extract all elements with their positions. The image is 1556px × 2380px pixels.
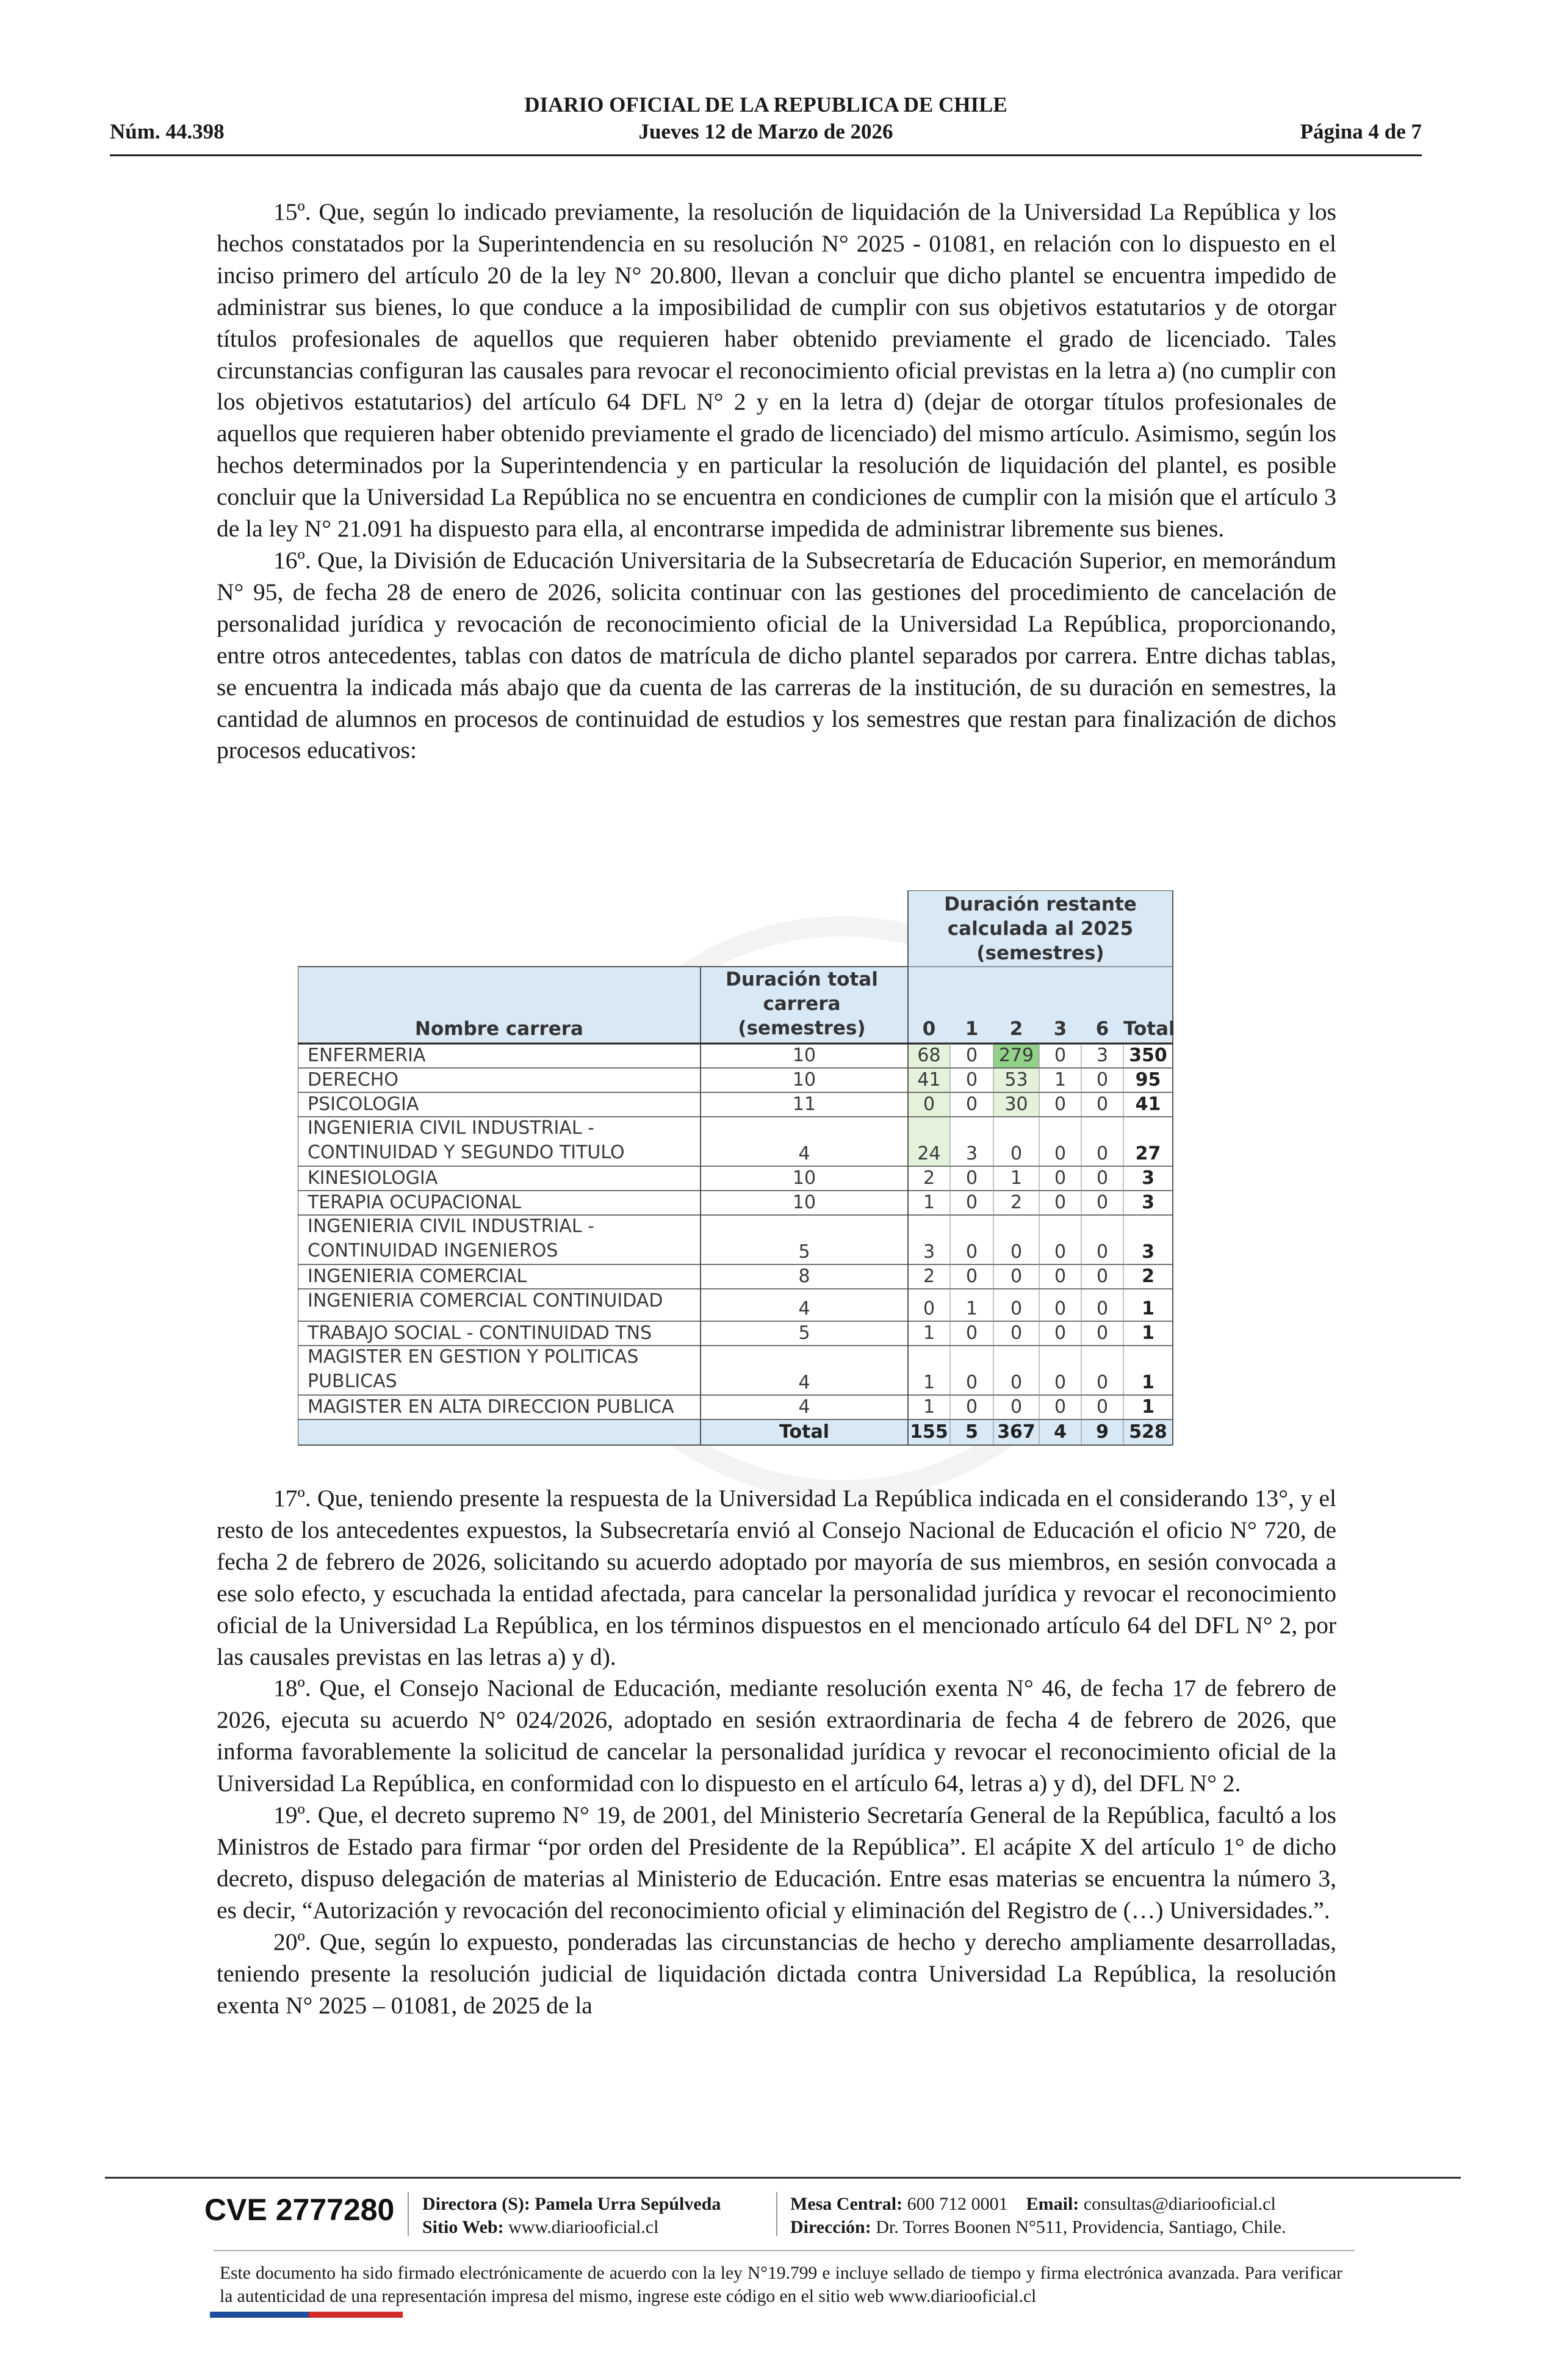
semester-value: 0 xyxy=(923,1298,935,1319)
group-header-line-1: Duración restante xyxy=(944,893,1137,915)
paragraph-18: 18º. Que, el Consejo Nacional de Educación, mediante resolución exenta N° 46, de fecha 17 de febrero de 2026, ejecuta su acuerdo N° 024/2026, adoptado en sesión extraordinaria de fecha 4 de febrero de 2026, que informa favorablemente la solicitud de cancelar la personalidad jurídica y revocar el reconocimiento oficial de la Universidad La República, en conformidad con lo dispuesto en el artículo 64, letras a) y d), del DFL N° 2. xyxy=(217,1675,1336,1797)
semester-value: 0 xyxy=(1010,1396,1023,1418)
sem-header-6: 6 xyxy=(1095,1018,1109,1040)
sem-header-1: 1 xyxy=(965,1018,979,1040)
semester-value: 0 xyxy=(1054,1094,1067,1115)
page-header xyxy=(110,93,1422,151)
semester-value: 0 xyxy=(1096,1372,1109,1393)
semester-value: 68 xyxy=(917,1045,941,1066)
considerations-after-table xyxy=(217,1483,1336,2021)
total-label: Total xyxy=(779,1421,829,1443)
semester-value: 0 xyxy=(1096,1241,1109,1263)
semester-value: 0 xyxy=(965,1322,978,1344)
director-label: Directora (S): xyxy=(422,2194,530,2214)
semester-value: 0 xyxy=(1096,1396,1109,1418)
semester-value: 41 xyxy=(917,1069,941,1091)
semester-value: 3 xyxy=(1096,1045,1109,1066)
header-meta xyxy=(110,120,1422,150)
header-divider xyxy=(110,154,1422,156)
paragraph-19: 19º. Que, el decreto supremo N° 19, de 2001, del Ministerio Secretaría General de la República, facultó a los Ministros de Estado para firmar “por orden del Presidente de la República”. El acápite X del artículo 1° de dicho decreto, dispuso delegación de materias al Ministerio de Educación. Entre esas materias se encuentra la número 3, es decir, “Autorización y revocación del reconocimiento oficial y eliminación del Registro de (…) Universidades.”. xyxy=(217,1801,1336,1924)
enrollment-table xyxy=(298,890,1256,1449)
semester-value: 0 xyxy=(965,1372,978,1393)
career-name: MAGISTER EN GESTION Y POLITICAS xyxy=(308,1346,639,1368)
sem-header-0: 0 xyxy=(922,1018,936,1040)
semester-value: 0 xyxy=(1096,1143,1109,1164)
row-total: 3 xyxy=(1142,1192,1154,1213)
duration-value: 10 xyxy=(792,1045,816,1066)
semester-value: 0 xyxy=(1010,1298,1023,1319)
semester-value: 0 xyxy=(1054,1167,1067,1189)
semester-value: 0 xyxy=(1054,1143,1067,1164)
footer-separator xyxy=(776,2192,777,2236)
footer-divider-thin xyxy=(214,2250,1355,2251)
row-total: 41 xyxy=(1135,1094,1161,1115)
phone-number: 600 712 0001 xyxy=(907,2194,1008,2214)
duration-value: 4 xyxy=(798,1143,810,1164)
group-header-line-3: (semestres) xyxy=(976,942,1104,964)
semester-value: 0 xyxy=(1096,1167,1109,1189)
semester-value: 0 xyxy=(965,1167,978,1189)
phone-label: Mesa Central: xyxy=(790,2194,903,2214)
career-name-header: Nombre carrera xyxy=(415,1018,583,1040)
semester-value: 2 xyxy=(923,1266,935,1287)
career-name: KINESIOLOGIA xyxy=(308,1167,438,1189)
row-total: 350 xyxy=(1129,1045,1167,1066)
semester-value: 0 xyxy=(1054,1266,1067,1287)
footer-director-block xyxy=(422,2193,721,2239)
semester-value: 2 xyxy=(923,1167,935,1189)
row-total: 3 xyxy=(1142,1167,1154,1189)
footer-contact-block xyxy=(790,2193,1286,2239)
duration-header-line-2: carrera xyxy=(763,993,841,1015)
duration-value: 10 xyxy=(792,1167,816,1189)
total-header: Total xyxy=(1123,1018,1175,1040)
career-name: INGENIERIA CIVIL INDUSTRIAL - xyxy=(308,1216,594,1237)
semester-value: 0 xyxy=(965,1045,978,1066)
semester-value: 0 xyxy=(965,1094,978,1115)
semester-value: 0 xyxy=(1096,1069,1109,1091)
semester-value: 0 xyxy=(1096,1266,1109,1287)
semester-value: 0 xyxy=(965,1192,978,1213)
semester-value: 0 xyxy=(1054,1372,1067,1393)
semester-value: 53 xyxy=(1004,1069,1028,1091)
address-text: Dr. Torres Boonen N°511, Providencia, Santiago, Chile. xyxy=(876,2217,1286,2237)
total-value: 155 xyxy=(910,1421,948,1443)
semester-value: 24 xyxy=(917,1143,941,1164)
row-total: 95 xyxy=(1135,1069,1161,1091)
semester-value: 30 xyxy=(1004,1094,1028,1115)
career-name: INGENIERIA COMERCIAL CONTINUIDAD xyxy=(308,1290,663,1311)
career-name: INGENIERIA CIVIL INDUSTRIAL - xyxy=(308,1117,594,1139)
semester-value: 279 xyxy=(998,1045,1034,1066)
total-value: 367 xyxy=(997,1421,1036,1443)
semester-value: 0 xyxy=(1096,1322,1109,1344)
duration-header-line-3: (semestres) xyxy=(738,1017,866,1039)
career-name: TERAPIA OCUPACIONAL xyxy=(308,1192,522,1213)
newspaper-title: DIARIO OFICIAL DE LA REPUBLICA DE CHILE xyxy=(524,93,1007,117)
address-label: Dirección: xyxy=(790,2217,871,2237)
semester-value: 1 xyxy=(923,1322,935,1344)
career-name: ENFERMERIA xyxy=(308,1045,426,1066)
duration-value: 10 xyxy=(792,1192,816,1213)
duration-value: 5 xyxy=(798,1322,810,1344)
row-total: 1 xyxy=(1142,1298,1154,1319)
total-value: 9 xyxy=(1096,1421,1109,1443)
semester-value: 0 xyxy=(1054,1322,1067,1344)
duration-value: 4 xyxy=(798,1372,810,1393)
duration-value: 5 xyxy=(798,1241,810,1263)
legal-notice: Este documento ha sido firmado electrónicamente de acuerdo con la ley N°19.799 e incluye sellado de tiempo y firma electrónica avanzada. Para verificar la autenticidad de una representación impresa del mismo, ingrese este código en el sitio web www.diariooficial.cl xyxy=(220,2263,1342,2306)
duration-value: 4 xyxy=(798,1298,810,1319)
semester-value: 0 xyxy=(1010,1143,1023,1164)
semester-value: 0 xyxy=(1096,1298,1109,1319)
career-name: PSICOLOGIA xyxy=(308,1094,419,1115)
semester-value: 0 xyxy=(1054,1396,1067,1418)
semester-value: 0 xyxy=(1054,1045,1067,1066)
issue-number: Núm. 44.398 xyxy=(110,120,225,143)
semester-value: 0 xyxy=(965,1069,978,1091)
flag-bar-blue xyxy=(210,2312,309,2318)
semester-value: 0 xyxy=(1054,1192,1067,1213)
director-name: Pamela Urra Sepúlveda xyxy=(535,2194,721,2214)
duration-value: 4 xyxy=(798,1396,810,1418)
semester-value: 1 xyxy=(965,1298,978,1319)
duration-value: 11 xyxy=(792,1094,816,1115)
issue-date: Jueves 12 de Marzo de 2026 xyxy=(638,120,893,143)
duration-header-line-1: Duración total xyxy=(726,968,878,990)
career-name: DERECHO xyxy=(308,1069,398,1091)
semester-value: 0 xyxy=(1010,1372,1023,1393)
paragraph-17: 17º. Que, teniendo presente la respuesta de la Universidad La República indicada en el considerando 13°, y el resto de los antecedentes expuestos, la Subsecretaría envió al Consejo Nacional de Educación el oficio N° 720, de fecha 2 de febrero de 2026, solicitando su acuerdo adoptado por mayoría de sus miembros, en sesión convocada a ese solo efecto, y escuchada la entidad afectada, para cancelar la personalidad jurídica y revocar el reconocimiento oficial de la Universidad La República, en los términos dispuestos en el mencionado artículo 64 del DFL N° 2, por las causales previstas en las letras a) y d). xyxy=(217,1485,1336,1670)
email-label: Email: xyxy=(1026,2194,1079,2214)
semester-value: 1 xyxy=(923,1192,935,1213)
duration-value: 8 xyxy=(798,1266,810,1287)
paragraph-15: 15º. Que, según lo indicado previamente, la resolución de liquidación de la Universidad La República y los hechos constatados por la Superintendencia en su resolución N° 2025 - 01081, en relación con lo dispuesto en el inciso primero del artículo 20 de la ley N° 20.800, llevan a concluir que dicho plantel se encuentra impedido de administrar sus bienes, lo que conduce a la imposibilidad de cumplir con sus objetivos estatutarios y de otorgar títulos profesionales de aquellos que requieren haber obtenido previamente el grado de licenciado. Tales circunstancias configuran las causales para revocar el reconocimiento oficial previstas en la letra a) (no cumplir con los objetivos estatutarios) del artículo 64 DFL N° 2 y en la letra d) (dejar de otorgar títulos profesionales de aquellos que requieren haber obtenido previamente el grado de licenciado) del mismo artículo. Asimismo, según los hechos determinados por la Superintendencia y en particular la resolución de liquidación del plantel, es posible concluir que la Universidad La República no se encuentra en condiciones de cumplir con la misión que el artículo 3 de la ley N° 21.091 ha dispuesto para ella, al encontrarse impedida de administrar libremente sus bienes. xyxy=(217,198,1336,543)
row-total: 1 xyxy=(1142,1372,1154,1393)
footer-separator xyxy=(408,2192,409,2236)
row-total: 1 xyxy=(1142,1322,1154,1344)
semester-value: 0 xyxy=(1096,1094,1109,1115)
semester-value: 0 xyxy=(1054,1298,1067,1319)
cve-code: CVE 2777280 xyxy=(204,2193,395,2227)
semester-value: 0 xyxy=(965,1266,978,1287)
row-total: 27 xyxy=(1135,1143,1161,1164)
duration-value: 10 xyxy=(792,1069,816,1091)
semester-value: 0 xyxy=(1010,1241,1023,1263)
semester-value: 0 xyxy=(1096,1192,1109,1213)
career-name: CONTINUIDAD Y SEGUNDO TITULO xyxy=(308,1142,625,1163)
semester-value: 1 xyxy=(923,1396,935,1418)
semester-value: 1 xyxy=(1054,1069,1067,1091)
row-total: 2 xyxy=(1142,1266,1154,1287)
page-number: Página 4 de 7 xyxy=(1300,120,1422,143)
website-link[interactable]: www.diariooficial.cl xyxy=(508,2217,659,2237)
total-value: 4 xyxy=(1054,1421,1067,1443)
considerations-before-table xyxy=(217,197,1336,766)
semester-value: 0 xyxy=(1010,1266,1023,1287)
career-name: PUBLICAS xyxy=(308,1371,397,1392)
website-label: Sitio Web: xyxy=(422,2217,504,2237)
paragraph-20: 20º. Que, según lo expuesto, ponderadas las circunstancias de hecho y derecho ampliamente desarrolladas, teniendo presente la resolución judicial de liquidación dictada contra Universidad La República, la resolución exenta N° 2025 – 01081, de 2025 de la xyxy=(217,1928,1336,2019)
semester-value: 0 xyxy=(965,1241,978,1263)
career-name: INGENIERIA COMERCIAL xyxy=(308,1266,527,1287)
paragraph-16: 16º. Que, la División de Educación Universitaria de la Subsecretaría de Educación Superior, en memorándum N° 95, de fecha 28 de enero de 2026, solicita continuar con las gestiones del procedimiento de cancelación de personalidad jurídica y revocación de reconocimiento oficial de la Universidad La República, proporcionando, entre otros antecedentes, tablas con datos de matrícula de dicho plantel separados por carrera. Entre dichas tablas, se encuentra la indicada más abajo que da cuenta de las carreras de la institución, de su duración en semestres, la cantidad de alumnos en procesos de continuidad de estudios y los semestres que restan para finalización de dichos procesos educativos: xyxy=(217,546,1336,764)
group-header-line-2: calculada al 2025 xyxy=(947,918,1134,940)
semester-value: 0 xyxy=(1054,1241,1067,1263)
flag-bar-red xyxy=(309,2312,403,2318)
email-link[interactable]: consultas@diariooficial.cl xyxy=(1083,2194,1276,2214)
career-name: CONTINUIDAD INGENIEROS xyxy=(308,1240,558,1261)
semester-value: 0 xyxy=(923,1094,935,1115)
semester-value: 3 xyxy=(923,1241,935,1263)
sem-header-2: 2 xyxy=(1009,1018,1023,1040)
semester-value: 1 xyxy=(1010,1167,1023,1189)
career-name: TRABAJO SOCIAL - CONTINUIDAD TNS xyxy=(308,1322,652,1344)
semester-value: 3 xyxy=(965,1143,978,1164)
row-total: 1 xyxy=(1142,1396,1154,1418)
footer-divider xyxy=(105,2177,1461,2179)
semester-value: 0 xyxy=(1010,1322,1023,1344)
career-name: MAGISTER EN ALTA DIRECCION PUBLICA xyxy=(308,1396,674,1418)
semester-value: 1 xyxy=(923,1372,935,1393)
total-value: 5 xyxy=(965,1421,978,1443)
row-total: 3 xyxy=(1142,1241,1154,1263)
sem-header-3: 3 xyxy=(1053,1018,1067,1040)
grand-total: 528 xyxy=(1129,1421,1167,1443)
semester-value: 0 xyxy=(965,1396,978,1418)
semester-value: 2 xyxy=(1010,1192,1023,1213)
